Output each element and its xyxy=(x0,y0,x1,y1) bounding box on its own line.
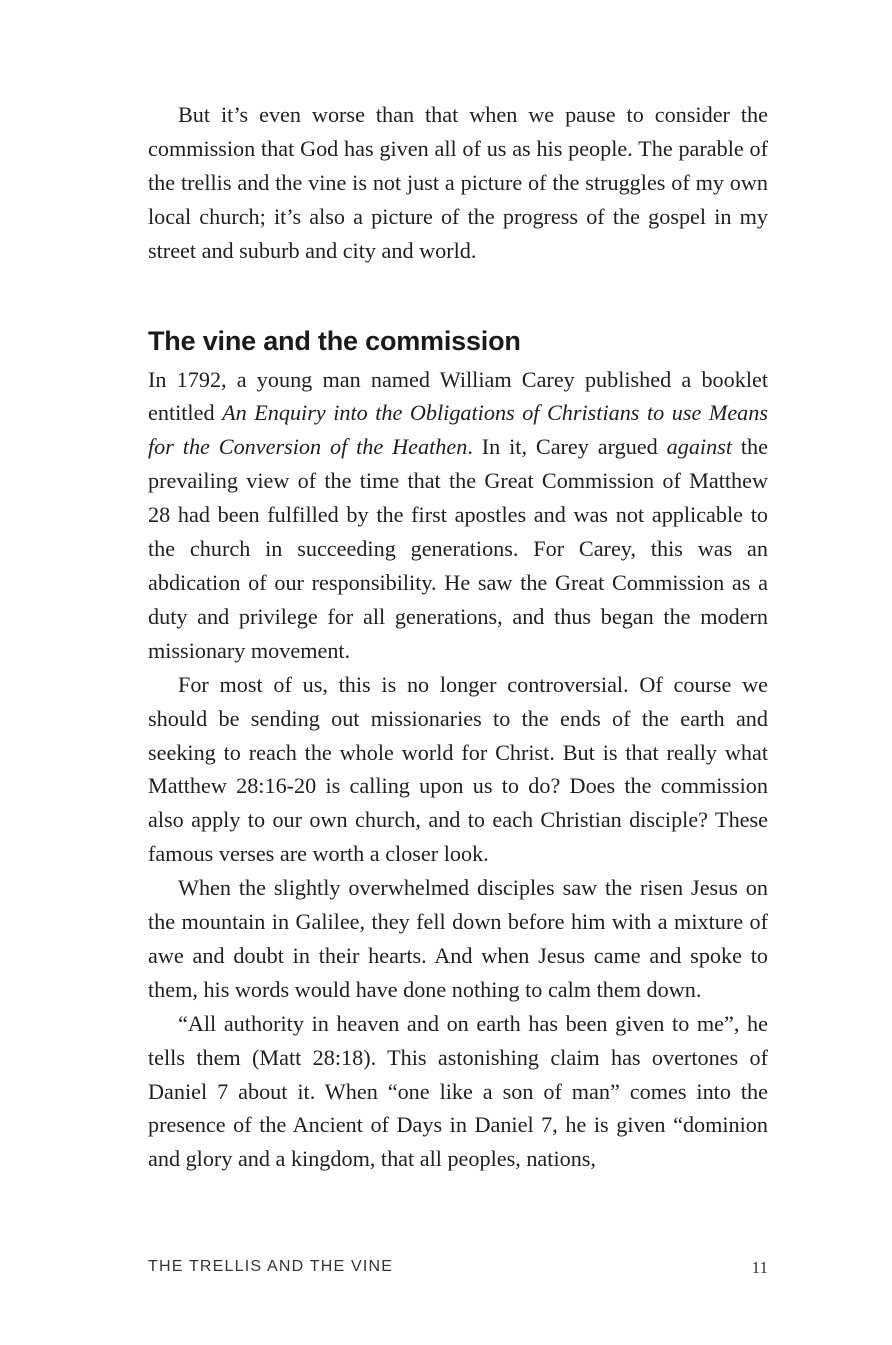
intro-paragraph: But it’s even worse than that when we pause to consider the commission that God has given all of us as his people. The parable of the trellis and the vine is not just a picture of the struggles of my own local church; it’s also a picture of the progress of the gospel in my street and suburb and city and world. xyxy=(148,102,768,263)
carey-text-middle: . In it, Carey argued xyxy=(467,434,667,460)
carey-text-start: In 1792, a young man named William Carey published a booklet entitled xyxy=(148,366,768,426)
page-number: 11 xyxy=(751,1258,768,1277)
carey-text-end: the prevailing view of the time that the Great Commission of Matthew 28 had been fulfilled by the first apostles and was not applicable to the church in succeeding generations. For Carey, this was an abdication of our responsibility. He saw the Great Commission as a duty and privilege for all generations, and thus began the modern missionary movement. xyxy=(148,434,768,663)
page-footer xyxy=(148,1258,768,1282)
disciples-paragraph: When the slightly overwhelmed disciples saw the risen Jesus on the mountain in Galilee, they fell down before him with a mixture of awe and doubt in their hearts. And when Jesus came and spoke to them, his words would have done nothing to calm them down. xyxy=(148,875,768,1002)
section-heading: The vine and the commission xyxy=(148,325,521,356)
controversial-paragraph: For most of us, this is no longer controversial. Of course we should be sending out missionaries to the ends of the earth and seeking to reach the whole world for Christ. But is that really what Matthew 28:16-20 is calling upon us to do? Does the commission also apply to our own church, and to each Christian disciple? These famous verses are worth a closer look. xyxy=(148,671,768,867)
authority-paragraph: “All authority in heaven and on earth has been given to me”, he tells them (Matt 28:18). This astonishing claim has overtones of Daniel 7 about it. When “one like a son of man” comes into the presence of the Ancient of Days in Daniel 7, he is given “dominion and glory and a kingdom, that all peoples, nations, xyxy=(148,1010,768,1172)
booklet-title: An Enquiry into the Obligations of Christians to use Means for the Conversion of the Heathen xyxy=(148,400,768,460)
running-footer-title: THE TRELLIS AND THE VINE xyxy=(148,1258,394,1275)
carey-paragraph xyxy=(148,363,768,668)
emphasis-against: against xyxy=(666,434,732,460)
page-body xyxy=(148,98,768,1176)
